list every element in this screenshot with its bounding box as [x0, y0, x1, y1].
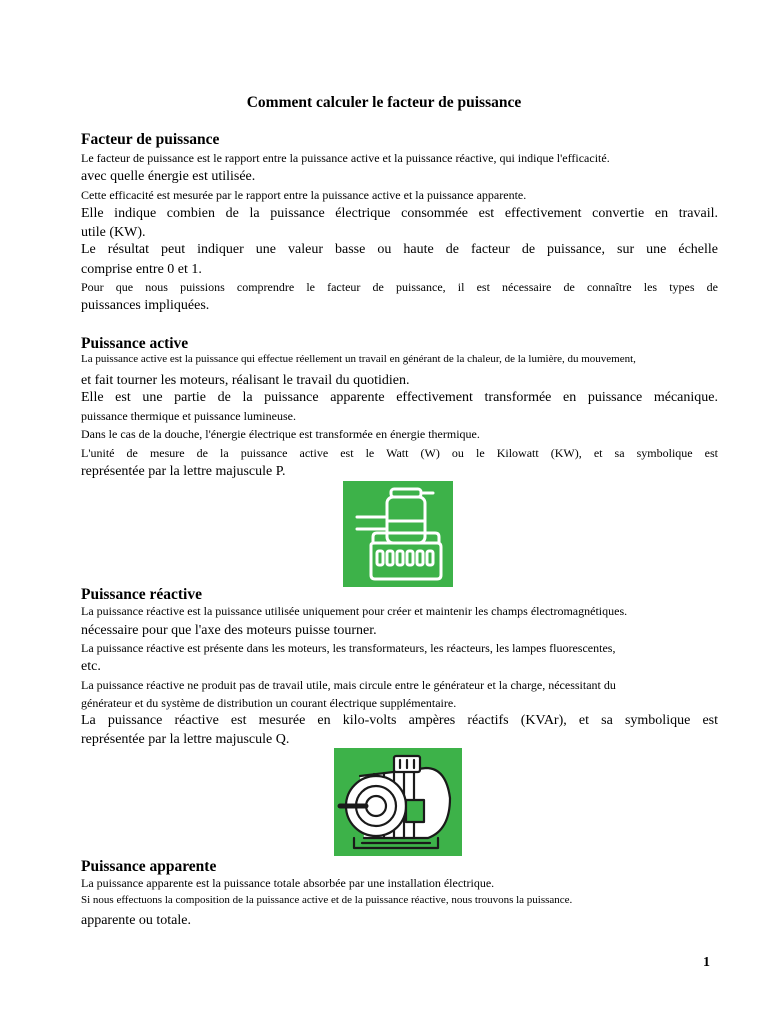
electric-motor-icon — [334, 748, 462, 856]
paragraph-line: La puissance active est la puissance qui effectue réellement un travail en générant de la chaleur, de la lumière, du mouvement, — [81, 353, 636, 365]
section-heading-reactive: Puissance réactive — [81, 586, 202, 603]
pump-icon — [343, 481, 453, 587]
section-heading-active: Puissance active — [81, 335, 189, 352]
section-heading-facteur: Facteur de puissance — [81, 131, 220, 148]
paragraph-line: La puissance réactive ne produit pas de travail utile, mais circule entre le générateur et la charge, nécessitant du — [81, 678, 616, 692]
paragraph-line: Pour que nous puissions comprendre le facteur de puissance, il est nécessaire de connaître les types de — [81, 280, 718, 294]
paragraph-line: La puissance réactive est présente dans les moteurs, les transformateurs, les réacteurs, les lampes fluorescentes, — [81, 641, 616, 655]
paragraph-line: puissance thermique et puissance lumineuse. — [81, 409, 296, 423]
paragraph-line: Le facteur de puissance est le rapport entre la puissance active et la puissance réactive, qui indique l'efficacité. — [81, 151, 610, 165]
paragraph-line: et fait tourner les moteurs, réalisant le travail du quotidien. — [81, 373, 410, 388]
paragraph-line: Elle indique combien de la puissance électrique consommée est effectivement convertie en travail. — [81, 206, 718, 221]
paragraph-line: générateur et du système de distribution un courant électrique supplémentaire. — [81, 696, 457, 710]
paragraph-line: La puissance réactive est mesurée en kilo-volts ampères réactifs (KVAr), et sa symbolique est — [81, 713, 718, 728]
paragraph-line: représentée par la lettre majuscule P. — [81, 464, 286, 479]
paragraph-line: La puissance apparente est la puissance totale absorbée par une installation électrique. — [81, 876, 495, 890]
paragraph-line: Si nous effectuons la composition de la puissance active et de la puissance réactive, nous trouvons la puissance. — [81, 894, 573, 906]
paragraph-line: représentée par la lettre majuscule Q. — [81, 732, 290, 747]
paragraph-line: apparente ou totale. — [81, 913, 192, 928]
paragraph-line: Cette efficacité est mesurée par le rapport entre la puissance active et la puissance apparente. — [81, 188, 527, 202]
paragraph-line: avec quelle énergie est utilisée. — [81, 169, 256, 184]
paragraph-line: etc. — [81, 659, 101, 674]
paragraph-line: Dans le cas de la douche, l'énergie électrique est transformée en énergie thermique. — [81, 427, 480, 441]
paragraph-line: utile (KW). — [81, 225, 146, 240]
paragraph-line: puissances impliquées. — [81, 298, 210, 313]
paragraph-line: Le résultat peut indiquer une valeur basse ou haute de facteur de puissance, sur une échelle — [81, 242, 718, 257]
paragraph-line: Elle est une partie de la puissance apparente effectivement transformée en puissance mécanique. — [81, 390, 718, 405]
paragraph-line: comprise entre 0 et 1. — [81, 262, 202, 277]
paragraph-line: nécessaire pour que l'axe des moteurs puisse tourner. — [81, 623, 377, 638]
paragraph-line: L'unité de mesure de la puissance active est le Watt (W) ou le Kilowatt (KW), et sa symbolique est — [81, 446, 718, 460]
section-heading-apparente: Puissance apparente — [81, 858, 217, 875]
page-number: 1 — [703, 955, 710, 970]
paragraph-line: La puissance réactive est la puissance utilisée uniquement pour créer et maintenir les champs électromagnétiques. — [81, 604, 628, 618]
document-title: Comment calculer le facteur de puissance — [246, 94, 522, 111]
